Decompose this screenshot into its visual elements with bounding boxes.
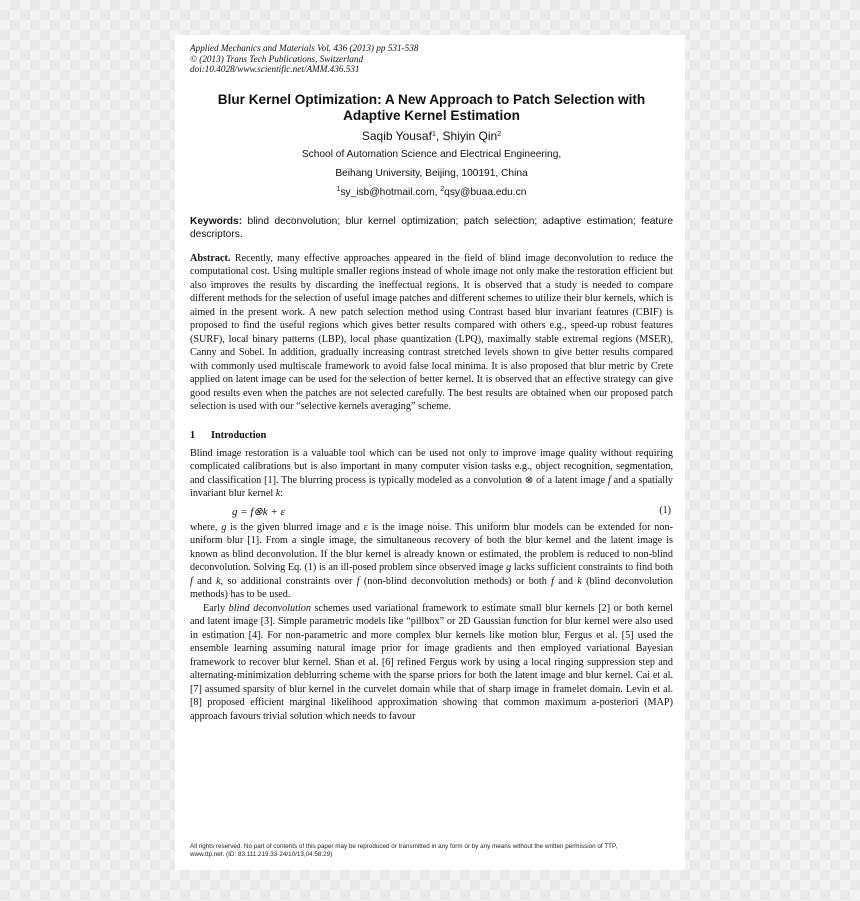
footer-line-2: www.ttp.net. (ID: 83.111.219.33-24/10/13,04:58:29)	[190, 851, 333, 858]
copyright-line: © (2013) Trans Tech Publications, Switzerland	[190, 53, 364, 64]
intro-p2-text: is the given blurred image and ε is the image noise. This uniform blur models can be extended for non-uniform blur [1]. From a single image, the simultaneous recovery of both the blur kernel and the latent image is known as blind deconvolution. If the blur kernel is already known or estimated, the problem is reduced to non-blind deconvolution. Solving Eq. (1) is an ill-posed problem since observed image	[190, 521, 673, 573]
intro-paragraph-1	[190, 447, 673, 501]
journal-citation: Applied Mechanics and Materials Vol. 436 (2013) pp 531-538	[190, 43, 419, 53]
keywords-text: blind deconvolution; blur kernel optimization; patch selection; adaptive estimation; feature descriptors.	[190, 215, 673, 240]
email-1: sy_isb@hotmail.com,	[340, 186, 441, 198]
affiliation-line-1: School of Automation Science and Electrical Engineering,	[301, 148, 562, 160]
var-f: f	[551, 575, 554, 587]
email-1-mark: 1	[336, 185, 341, 193]
abstract-label: Abstract.	[190, 252, 231, 264]
var-f: f	[607, 474, 611, 486]
affiliation-line-2: Beihang University, Beijing, 100191, China	[335, 167, 528, 179]
var-k: k	[216, 575, 221, 587]
abstract-text: Recently, many effective approaches appeared in the field of blind image deconvolution to reduce the computational cost. Using multiple smaller regions instead of whole image not only make the restoration efficient but also improves the results by discarding the ineffectual regions. It is observed that a study is needed to compare different methods for the selection of useful image patches and different schemes to utilize their blur kernels, which is aimed in the present work. A new patch selection method using Contrast based blur invariant features (CBIF) is proposed to find the useful regions which gives better results compared with others e.g., speed-up robust features (SURF), local binary patterns (LBP), local phase quantization (LPQ), maximally stable extremal regions (MSER), Canny and Sobel. In addition, gradually increasing contrast stretched levels shown to give better results compared with commonly used multiscale framework to avoid false local minima. It is also proposed that blur metric by Crete applied on latent image can be used for the selection of better kernel. It is observed that an effective strategy can give good results even when the patches are not selected carefully. The best results are obtained when our proposed patch selection is used with our “selective kernels averaging” scheme.	[190, 252, 673, 412]
author-2: Shiyin Qin	[442, 128, 498, 143]
email-2: qsy@buaa.edu.cn	[444, 186, 527, 198]
intro-p3-text: Early	[203, 602, 229, 614]
intro-p1-text: Blind image restoration is a valuable tool which can be used not only to improve image quality without requiring complicated calibrations but is also important in many computer vision tasks e.g., object recognition, segmentation, and classification [1]. The blurring process is typically modeled as a convolution ⊗ of a latent image	[190, 447, 673, 486]
var-k: k	[275, 488, 281, 499]
intro-p2-text: and	[192, 575, 217, 587]
abstract	[190, 252, 673, 414]
var-f: f	[356, 575, 360, 587]
keywords-label: Keywords:	[190, 215, 243, 227]
italic-term: blind deconvolution	[228, 602, 311, 614]
paper-title	[190, 92, 673, 125]
section-number: 1	[190, 429, 196, 441]
title-line-2: Adaptive Kernel Estimation	[343, 108, 520, 123]
journal-header	[190, 43, 673, 75]
keywords	[190, 215, 673, 241]
intro-paragraph-2	[190, 521, 673, 602]
email-2-mark: 2	[440, 185, 445, 193]
equation-1	[190, 505, 673, 521]
var-k: k	[577, 575, 582, 587]
author-emails	[190, 183, 673, 202]
author-list	[190, 129, 673, 144]
footer-line-1: All rights reserved. No part of contents of this paper may be reproduced or transmitted in any form or by any means without the written permission of TTP,	[190, 843, 618, 850]
author-1-affil-mark: 1	[431, 130, 436, 138]
paper-content	[190, 43, 673, 723]
doi-line: doi:10.4028/www.scientific.net/AMM.436.531	[190, 64, 360, 74]
intro-p2-text: (non-blind deconvolution methods) or both	[359, 575, 552, 587]
intro-p2-text: lacks sufficient constraints to find both	[511, 562, 673, 573]
equation-expression: g = f⊗k + ε	[232, 505, 285, 518]
intro-p1-text: :	[280, 488, 284, 499]
copyright-footer	[190, 843, 673, 859]
author-separator: ,	[435, 128, 443, 143]
author-2-affil-mark: 2	[497, 130, 502, 138]
equation-number: (1)	[659, 504, 671, 516]
intro-p3-text: schemes used variational framework to estimate small blur kernels [2] or both kernel and latent image [3]. Simple parametric models like “pillbox” or 2D Gaussian function for blur kernel were also used in estimation [4]. For non-parametric and more complex blur kernels like motion blur, Fergus et al. [5] used the ensemble learning assuming natural image prior for image gradients and then employed variational Bayesian framework to recover blur kernel. Shan et al. [6] refined Fergus work by using a local ringing suppression step and alternating-minimization deblurring scheme with the sparse priors for both the latent image and blur kernel. Cai et al. [7] assumed sparsity of blur kernel in the curvelet domain while that of sharp image in framelet domain. Levin et al. [8] proposed efficient marginal likelihood approximation showing that common maximum a-posteriori (MAP) approach favours trivial solution which needs to favour	[190, 602, 673, 722]
var-f: f	[190, 575, 193, 587]
paper-page	[175, 35, 685, 870]
intro-p2-text: (blind deconvolution methods) has to be used.	[190, 575, 673, 600]
intro-paragraph-3	[190, 602, 673, 724]
intro-p1-text: and a spatially invariant blur kernel	[190, 474, 673, 499]
var-g: g	[221, 521, 227, 533]
author-1: Saqib Yousaf	[361, 128, 432, 143]
affiliation	[190, 145, 673, 202]
section-title: Introduction	[211, 429, 267, 441]
intro-p2-text: and	[553, 575, 578, 587]
var-g: g	[506, 562, 512, 573]
intro-p2-text: , so additional constraints over	[220, 575, 357, 587]
title-line-1: Blur Kernel Optimization: A New Approach to Patch Selection with	[217, 91, 646, 107]
section-heading-introduction	[190, 430, 673, 441]
intro-p2-text: where,	[190, 521, 222, 533]
